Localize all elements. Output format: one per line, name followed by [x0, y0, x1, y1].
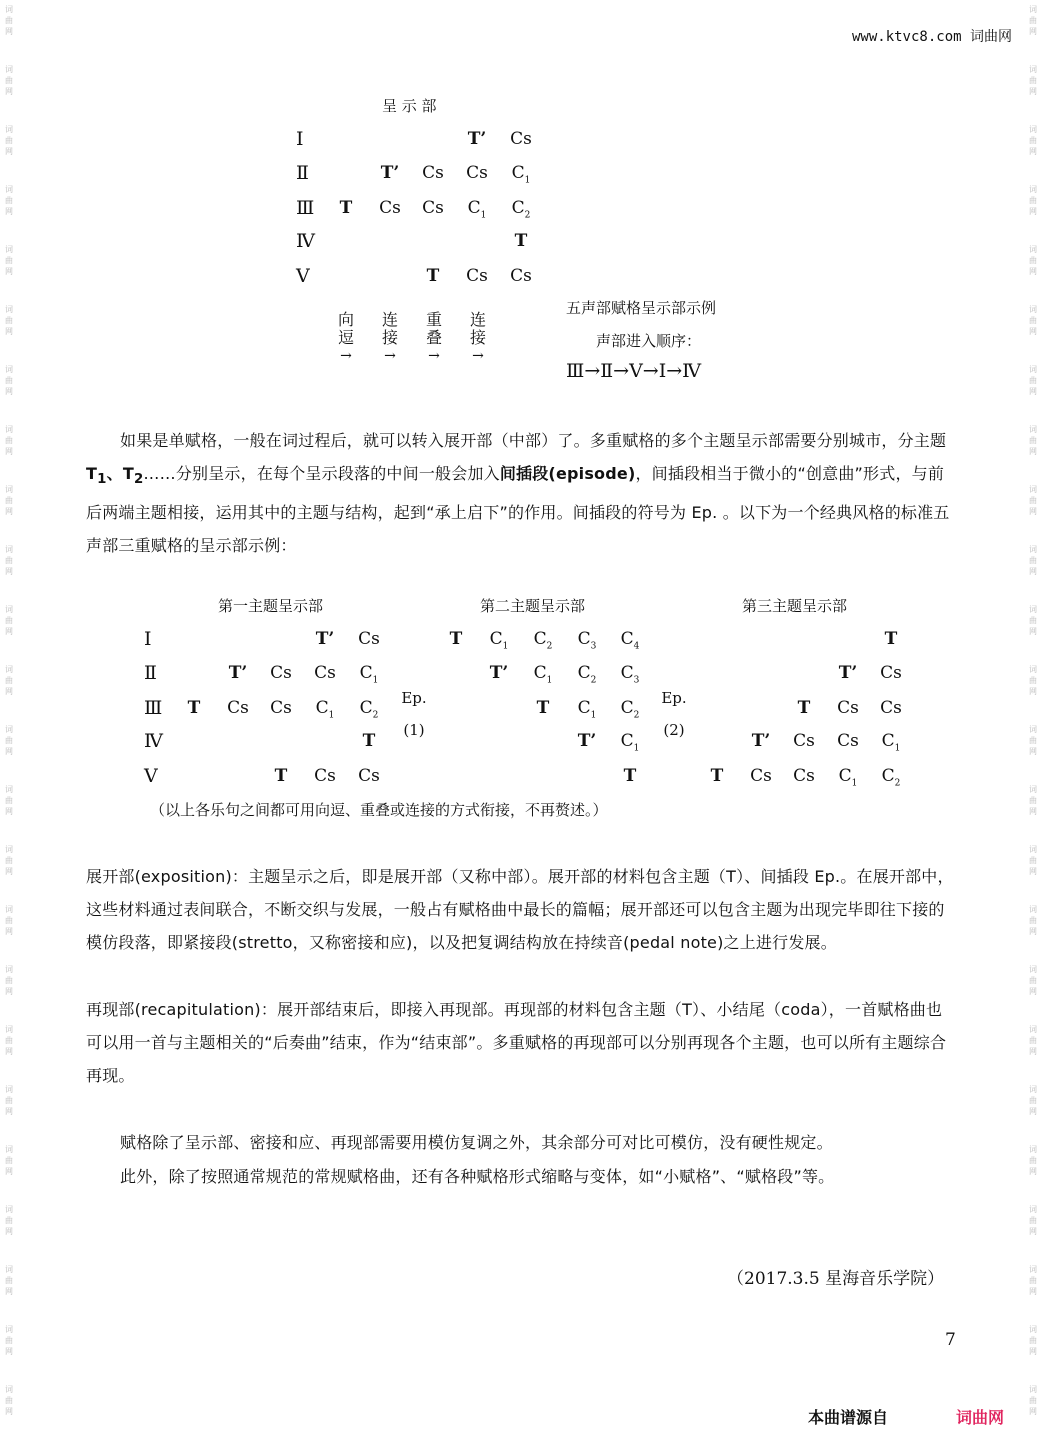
watermark-glyph: 词 曲 网: [5, 905, 13, 936]
watermark-glyph: 词 曲 网: [1029, 785, 1037, 816]
watermark-glyph: 词 曲 网: [1029, 1085, 1037, 1116]
voice-entry: $C_2$: [620, 698, 640, 721]
voice-entry: Cs: [314, 766, 336, 786]
voice-entry: T’: [467, 129, 487, 149]
watermark-glyph: 词 曲 网: [1029, 245, 1037, 276]
watermark-glyph: 词 曲 网: [5, 1385, 13, 1416]
paragraph-recapitulation: [86, 993, 958, 1092]
voice-entry: $C_1$: [489, 629, 509, 652]
watermark-glyph: 词 曲 网: [5, 1025, 13, 1056]
voice-entry: T’: [228, 663, 248, 683]
watermark-glyph: 词 曲 网: [1029, 1025, 1037, 1056]
voice-entry: $C_1$: [881, 731, 901, 754]
diagram1-caption: 五声部赋格呈示部示例: [566, 299, 717, 317]
watermark-glyph: 词 曲 网: [5, 65, 13, 96]
voice-label: Ⅱ: [144, 662, 157, 684]
watermark-glyph: 词 曲 网: [1029, 65, 1037, 96]
voice-entry: Cs: [422, 163, 444, 183]
voice-entry: T: [274, 766, 288, 786]
watermark-glyph: 词 曲 网: [1029, 725, 1037, 756]
voice-entry-sub: 1: [633, 743, 640, 754]
voice-entry-sub: 2: [372, 710, 379, 721]
watermark-glyph: 词 曲 网: [1029, 965, 1037, 996]
voice-entry: Cs: [422, 198, 444, 218]
watermark-glyph: 词 曲 网: [1029, 545, 1037, 576]
watermark-glyph: 词 曲 网: [5, 1145, 13, 1176]
footer-brand[interactable]: 词曲网: [956, 1408, 1005, 1427]
voice-entry: Cs: [880, 698, 902, 718]
voice-entry: $C_1$: [620, 731, 640, 754]
voice-entry: T’: [751, 731, 771, 751]
link-type-label: 连 接 →: [381, 310, 398, 364]
voice-entry: T’: [489, 663, 509, 683]
watermark-glyph: 词 曲 网: [5, 1205, 13, 1236]
voice-entry-sub: 1: [851, 778, 858, 789]
voice-entry: $C_1$: [838, 766, 858, 789]
voice-entry-sub: 2: [894, 778, 901, 789]
diagram1-title: 呈 示 部: [382, 97, 437, 115]
watermark-glyph: 词 曲 网: [5, 605, 13, 636]
voice-entry-sub: 1: [546, 675, 553, 686]
voice-entry: Cs: [379, 198, 401, 218]
paragraph-intro: [86, 424, 958, 562]
voice-entry: $C_2$: [881, 766, 901, 789]
voice-label: Ⅰ: [296, 128, 304, 150]
voice-entry: $C_2$: [533, 629, 553, 652]
voice-entry-sub: 4: [633, 641, 640, 652]
voice-entry: Cs: [793, 766, 815, 786]
voice-entry-sub: 1: [328, 710, 335, 721]
recapitulation-term: 再现部(recapitulation)：: [86, 1000, 278, 1019]
voice-entry: T: [710, 766, 724, 786]
voice-entry: T’: [380, 163, 400, 183]
watermark-glyph: 词 曲 网: [1029, 185, 1037, 216]
voice-entry: Cs: [793, 731, 815, 751]
episode-1-symbol: Ep.: [401, 689, 427, 707]
watermark-glyph: 词 曲 网: [5, 1325, 13, 1356]
watermark-glyph: 词 曲 网: [1029, 905, 1037, 936]
para1-text-start: 如果是单赋格，一般在词过程后，就可以转入展开部（中部）了。多重赋格的多个主题呈示部需要分别城市，分主题: [120, 431, 947, 450]
watermark-glyph: 词 曲 网: [5, 5, 13, 36]
footer-source-label: 本曲谱源自: [808, 1408, 889, 1427]
episode-2-number: (2): [663, 721, 685, 739]
voice-entry: Cs: [270, 663, 292, 683]
watermark-glyph: 词 曲 网: [1029, 1205, 1037, 1236]
voice-entry-sub: 2: [590, 675, 597, 686]
paragraph-other-sections: 赋格除了呈示部、密接和应、再现部需要用模仿复调之外，其余部分可对比可模仿，没有硬性规定。: [120, 1133, 833, 1152]
watermark-glyph: 词 曲 网: [5, 1085, 13, 1116]
watermark-glyph: 词 曲 网: [5, 125, 13, 156]
voice-entry: Cs: [358, 766, 380, 786]
voice-label: Ⅳ: [296, 230, 315, 252]
watermark-glyph: 词 曲 网: [1029, 605, 1037, 636]
para1-text-mid: ……分别呈示，在每个呈示段落的中间一般会加入: [143, 464, 500, 483]
link-type-label: 向 逗 →: [337, 310, 354, 364]
voice-entry: $C_1$: [577, 698, 597, 721]
voice-entry: T: [339, 198, 353, 218]
watermark-glyph: 词 曲 网: [5, 305, 13, 336]
episode-term: 间插段(episode): [499, 464, 636, 483]
watermark-glyph: 词 曲 网: [5, 245, 13, 276]
voice-entry-sub: 1: [480, 210, 487, 221]
voice-label: Ⅰ: [144, 628, 152, 650]
watermark-glyph: 词 曲 网: [5, 965, 13, 996]
watermark-glyph: 词 曲 网: [5, 725, 13, 756]
voice-entry-sub: 3: [590, 641, 597, 652]
watermark-glyph: 词 曲 网: [1029, 1325, 1037, 1356]
voice-entry: Cs: [837, 731, 859, 751]
episode-1-number: (1): [403, 721, 425, 739]
page-number: 7: [945, 1330, 956, 1350]
voice-label: Ⅲ: [296, 197, 315, 219]
diagram2-note: （以上各乐句之间都可用向逗、重叠或连接的方式衔接，不再赘述。）: [150, 801, 608, 819]
diagram2-header-3: 第三主题呈示部: [742, 597, 848, 615]
recapitulation-text: 展开部结束后，即接入再现部。再现部的材料包含主题（T）、小结尾（coda），一首赋格曲也可以用一首与主题相关的“后奏曲”结束，作为“结束部”。多重赋格的再现部可以分别再现各个主题，也可以所有主题综合再现。: [86, 1000, 947, 1085]
voice-entry-sub: 1: [502, 641, 509, 652]
right-watermark-strip: [1024, 0, 1042, 1453]
voice-entry: Cs: [227, 698, 249, 718]
voice-entry: $C_1$: [359, 663, 379, 686]
voice-entry-sub: 2: [546, 641, 553, 652]
theme-t1: T: [86, 464, 98, 483]
voice-entry-sub: 1: [894, 743, 901, 754]
para1-text-end: ，间插段相当于微小的“创意曲”形式，与前后两端主题相接，运用其中的主题与结构，起到“承上启下”的作用。间插段的符号为 Ep. 。以下为一个经典风格的标准五声部三重赋格的呈示部示例：: [86, 464, 950, 556]
watermark-glyph: 词 曲 网: [1029, 1145, 1037, 1176]
watermark-glyph: 词 曲 网: [1029, 845, 1037, 876]
theme-separator: 、: [106, 464, 123, 483]
watermark-glyph: 词 曲 网: [5, 785, 13, 816]
voice-entry: T: [514, 231, 528, 251]
voice-entry-sub: 1: [590, 710, 597, 721]
watermark-glyph: 词 曲 网: [1029, 485, 1037, 516]
diagram1-order-label: 声部进入顺序：: [596, 332, 702, 350]
theme-t2-sub: 2: [133, 472, 144, 488]
voice-label: Ⅱ: [296, 162, 309, 184]
paragraph-development: [86, 860, 958, 959]
episode-1-label: [398, 682, 430, 746]
signature-date: （2017.3.5 星海音乐学院）: [727, 1269, 945, 1289]
watermark-glyph: 词 曲 网: [1029, 665, 1037, 696]
voice-entry-sub: 2: [524, 210, 531, 221]
voice-entry: $C_2$: [359, 698, 379, 721]
voice-entry: $C_4$: [620, 629, 640, 652]
voice-entry: Cs: [270, 698, 292, 718]
voice-entry: $C_3$: [577, 629, 597, 652]
voice-entry: $C_3$: [620, 663, 640, 686]
watermark-glyph: 词 曲 网: [1029, 125, 1037, 156]
voice-entry: $C_1$: [533, 663, 553, 686]
watermark-glyph: 词 曲 网: [5, 425, 13, 456]
voice-entry: T: [449, 629, 463, 649]
voice-entry: Cs: [510, 129, 532, 149]
voice-entry: T’: [838, 663, 858, 683]
link-type-label: 连 接 →: [469, 310, 486, 364]
voice-entry: $C_1$: [315, 698, 335, 721]
watermark-glyph: 词 曲 网: [5, 545, 13, 576]
watermark-glyph: 词 曲 网: [5, 485, 13, 516]
voice-label: Ⅲ: [144, 697, 163, 719]
paragraph-variants: 此外，除了按照通常规范的常规赋格曲，还有各种赋格形式缩略与变体，如“小赋格”、“赋格段”等。: [120, 1167, 835, 1186]
theme-t1-sub: 1: [97, 472, 107, 488]
development-text: 主题呈示之后，即是展开部（又称中部）。展开部的材料包含主题（T）、间插段 Ep.。在展开部中，这些材料通过表间联合，不断交织与发展，一般占有赋格曲中最长的篇幅；展开部还可以包含主题为出现完毕即往下接的模仿段落，即紧接段(stretto，又称密接和应)，以及把复调结构放在持续音(pedal note)之上进行发展。: [86, 867, 954, 952]
voice-entry-sub: 1: [372, 675, 379, 686]
voice-entry: $C_2$: [511, 198, 531, 221]
episode-2-symbol: Ep.: [661, 689, 687, 707]
link-type-label: 重 叠 →: [425, 310, 442, 364]
voice-entry: Cs: [358, 629, 380, 649]
voice-entry: $C_1$: [467, 198, 487, 221]
voice-entry: Cs: [466, 266, 488, 286]
watermark-glyph: 词 曲 网: [5, 1265, 13, 1296]
voice-entry: Cs: [510, 266, 532, 286]
episode-2-label: [658, 682, 690, 746]
left-watermark-strip: [0, 0, 18, 1453]
voice-entry: T: [426, 266, 440, 286]
voice-entry: Cs: [314, 663, 336, 683]
site-header[interactable]: www.ktvc8.com 词曲网: [851, 29, 1012, 45]
voice-entry: Cs: [837, 698, 859, 718]
diagram2-header-2: 第二主题呈示部: [480, 597, 586, 615]
voice-label: Ⅴ: [144, 765, 158, 787]
diagram1-entry-order: Ⅲ→Ⅱ→Ⅴ→Ⅰ→Ⅳ: [566, 360, 702, 382]
voice-entry: T: [536, 698, 550, 718]
watermark-glyph: 词 曲 网: [1029, 5, 1037, 36]
diagram2-header-1: 第一主题呈示部: [218, 597, 324, 615]
voice-entry: Cs: [466, 163, 488, 183]
voice-entry: Cs: [750, 766, 772, 786]
voice-label: Ⅴ: [296, 265, 310, 287]
voice-entry: T: [187, 698, 201, 718]
voice-entry: T: [623, 766, 637, 786]
voice-entry-sub: 1: [524, 175, 531, 186]
watermark-glyph: 词 曲 网: [1029, 305, 1037, 336]
development-term: 展开部(exposition)：: [86, 867, 249, 886]
voice-entry: T’: [315, 629, 335, 649]
watermark-glyph: 词 曲 网: [5, 365, 13, 396]
voice-entry: $C_2$: [577, 663, 597, 686]
voice-entry: T’: [577, 731, 597, 751]
voice-entry-sub: 2: [633, 710, 640, 721]
watermark-glyph: 词 曲 网: [1029, 1385, 1037, 1416]
watermark-glyph: 词 曲 网: [5, 185, 13, 216]
voice-entry: T: [884, 629, 898, 649]
voice-entry-sub: 3: [633, 675, 640, 686]
voice-entry: T: [797, 698, 811, 718]
voice-entry: T: [362, 731, 376, 751]
watermark-glyph: 词 曲 网: [1029, 365, 1037, 396]
watermark-glyph: 词 曲 网: [5, 845, 13, 876]
theme-t2: T: [122, 464, 134, 483]
watermark-glyph: 词 曲 网: [1029, 1265, 1037, 1296]
voice-label: Ⅳ: [144, 730, 163, 752]
watermark-glyph: 词 曲 网: [1029, 425, 1037, 456]
watermark-glyph: 词 曲 网: [5, 665, 13, 696]
voice-entry: Cs: [880, 663, 902, 683]
voice-entry: $C_1$: [511, 163, 531, 186]
